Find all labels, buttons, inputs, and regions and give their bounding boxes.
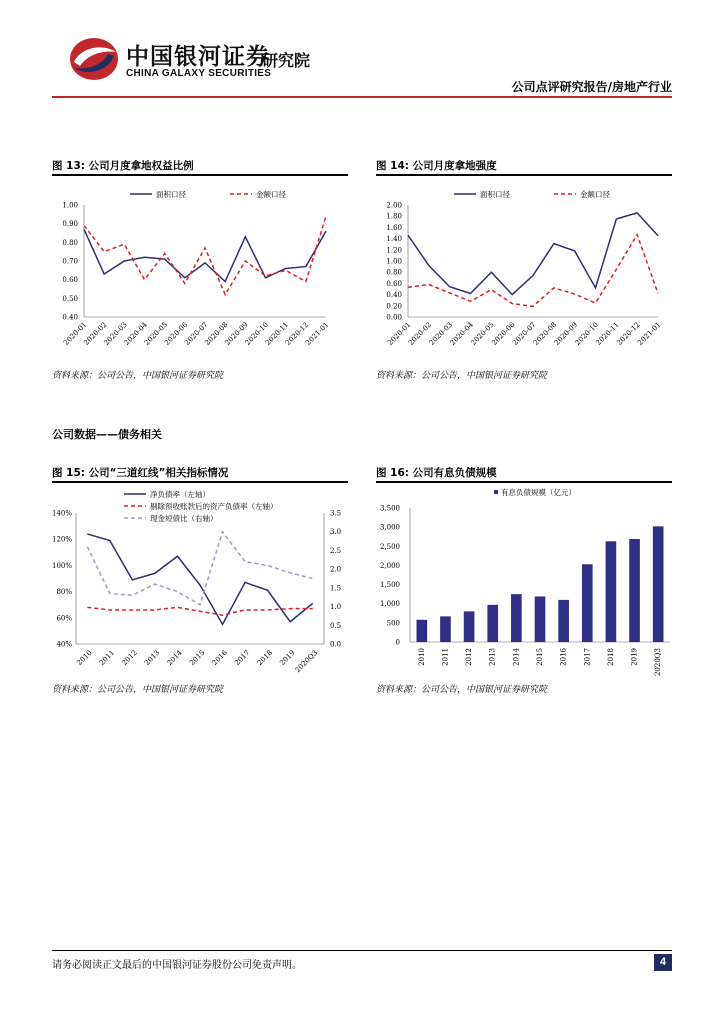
- report-category: 公司点评研究报告/房地产行业: [511, 80, 672, 94]
- figure-16-chart: [376, 484, 672, 678]
- x-tick-label: 2020Q3: [293, 648, 320, 675]
- y-tick-label: 0.60: [62, 276, 78, 285]
- y-tick-label: 2.00: [386, 201, 402, 210]
- x-tick-label: 2012: [120, 648, 139, 668]
- y-tick-label: 0.80: [62, 238, 78, 247]
- y-tick-label: 3,000: [379, 523, 400, 532]
- x-tick-label: 2020-09: [552, 320, 580, 347]
- legend-series-0: 面积口径: [480, 190, 510, 199]
- section-title: 公司数据——债务相关: [52, 428, 162, 441]
- y-tick-label: 3,500: [379, 504, 400, 513]
- x-tick-label: 2020Q3: [654, 648, 663, 677]
- y-tick-label: 0.70: [62, 257, 78, 266]
- bar: [629, 539, 640, 642]
- y-tick-label: 1,500: [379, 581, 400, 590]
- bar: [417, 620, 428, 642]
- galaxy-logo-icon: [68, 36, 120, 82]
- x-tick-label: 2014: [165, 648, 184, 668]
- x-tick-label: 2016: [559, 648, 568, 666]
- y-tick-label: 1.00: [386, 257, 402, 266]
- right-tick-label: 2.5: [330, 546, 342, 555]
- y-tick-label: 1.40: [386, 235, 402, 244]
- x-tick-label: 2020-04: [122, 320, 149, 347]
- bar: [440, 616, 451, 642]
- legend-series-1: 金额口径: [580, 190, 610, 199]
- legend-series-2: 现金短债比（右轴）: [150, 514, 218, 523]
- x-tick-label: 2020-01: [386, 320, 413, 347]
- x-tick-label: 2020-06: [490, 320, 517, 347]
- bar: [653, 526, 664, 642]
- y-tick-label: 1.60: [386, 223, 402, 232]
- x-tick-label: 2015: [188, 648, 207, 668]
- figure-16-title: 图 16: 公司有息负债规模: [376, 467, 497, 479]
- logo-institute: 研究院: [262, 51, 311, 70]
- y-tick-label: 0.00: [386, 313, 402, 322]
- x-tick-label: 2020-07: [183, 320, 210, 347]
- legend-series-1: 金额口径: [256, 190, 286, 199]
- figure-14-title: 图 14: 公司月度拿地强度: [376, 160, 497, 172]
- x-tick-label: 2016: [210, 648, 229, 668]
- x-tick-label: 2019: [630, 648, 639, 666]
- company-logo: [68, 36, 120, 82]
- y-tick-label: 2,500: [379, 542, 400, 551]
- bar: [487, 605, 498, 642]
- x-tick-label: 2020-10: [573, 320, 600, 347]
- right-tick-label: 1.0: [330, 603, 342, 612]
- figure-15-title: 图 15: 公司“三道红线”相关指标情况: [52, 467, 229, 479]
- x-tick-label: 2013: [143, 648, 162, 668]
- figure-15-source: 资料来源：公司公告，中国银河证券研究院: [52, 685, 224, 695]
- x-tick-label: 2020-12: [615, 320, 642, 347]
- x-tick-label: 2020-02: [407, 320, 434, 347]
- right-tick-label: 3.5: [330, 509, 342, 518]
- x-tick-label: 2020-05: [469, 320, 496, 347]
- figure-16-rule: [376, 481, 672, 483]
- series-line-2: [87, 532, 312, 605]
- x-tick-label: 2021-01: [636, 320, 663, 347]
- x-tick-label: 2010: [417, 648, 426, 666]
- header-rule: [52, 96, 672, 98]
- x-tick-label: 2020-08: [203, 320, 230, 347]
- y-tick-label: 0.90: [62, 220, 78, 229]
- series-line-1: [84, 216, 326, 294]
- left-tick-label: 60%: [56, 614, 72, 623]
- y-tick-label: 0.20: [386, 302, 402, 311]
- x-tick-label: 2020-03: [102, 320, 129, 347]
- x-tick-label: 2014: [512, 648, 521, 666]
- bar: [511, 594, 522, 642]
- y-tick-label: 2,000: [379, 561, 400, 570]
- x-tick-label: 2018: [606, 648, 615, 666]
- logo-chinese-name: 中国银河证券: [126, 44, 270, 70]
- figure-16-source: 资料来源：公司公告，中国银河证券研究院: [376, 685, 548, 695]
- y-tick-label: 0: [395, 638, 400, 647]
- y-tick-label: 0.80: [386, 268, 402, 277]
- left-tick-label: 80%: [56, 588, 72, 597]
- page-number: 4: [654, 954, 672, 971]
- x-tick-label: 2013: [488, 648, 497, 666]
- footer-rule: [52, 950, 672, 951]
- x-tick-label: 2018: [255, 648, 275, 668]
- figure-14-chart: [376, 180, 672, 362]
- x-tick-label: 2020-11: [594, 320, 621, 347]
- x-tick-label: 2020-11: [263, 320, 291, 347]
- series-line-0: [408, 213, 658, 295]
- x-tick-label: 2020-05: [142, 320, 170, 347]
- figure-13-rule: [52, 174, 348, 176]
- x-tick-label: 2011: [441, 648, 450, 666]
- left-tick-label: 100%: [52, 561, 72, 570]
- right-tick-label: 1.5: [330, 584, 342, 593]
- y-tick-label: 1,000: [379, 600, 400, 609]
- x-tick-label: 2012: [465, 648, 474, 666]
- footer-disclaimer: 请务必阅读正文最后的中国银河证券股份公司免责声明。: [52, 960, 302, 971]
- x-tick-label: 2015: [536, 648, 544, 666]
- x-tick-label: 2020-12: [284, 320, 311, 347]
- x-tick-label: 2020-03: [427, 320, 455, 347]
- figure-14-source: 资料来源：公司公告，中国银河证券研究院: [376, 371, 548, 381]
- figure-13-source: 资料来源：公司公告，中国银河证券研究院: [52, 371, 224, 381]
- legend-swatch: [494, 490, 498, 494]
- x-tick-label: 2020-07: [511, 320, 538, 347]
- bar: [606, 541, 617, 642]
- x-tick-label: 2020-09: [223, 320, 250, 347]
- right-tick-label: 3.0: [330, 528, 342, 537]
- x-tick-label: 2020-08: [532, 320, 559, 347]
- y-tick-label: 0.40: [386, 291, 402, 300]
- x-tick-label: 2021-01: [304, 320, 331, 347]
- y-tick-label: 0.60: [386, 279, 402, 288]
- x-tick-label: 2020-02: [82, 320, 109, 347]
- x-tick-label: 2010: [75, 648, 94, 668]
- x-tick-label: 2020-01: [62, 320, 89, 347]
- y-tick-label: 1.00: [62, 201, 78, 210]
- x-tick-label: 2020-04: [448, 320, 475, 347]
- figure-15-chart: [52, 484, 348, 678]
- left-tick-label: 140%: [52, 509, 72, 518]
- legend-series-0: 净负债率（左轴）: [150, 490, 210, 499]
- x-tick-label: 2017: [583, 648, 592, 666]
- y-tick-label: 0.50: [62, 294, 78, 303]
- right-tick-label: 0.0: [330, 640, 342, 649]
- bar: [558, 600, 569, 642]
- figure-14-rule: [376, 174, 672, 176]
- y-tick-label: 1.20: [386, 246, 402, 255]
- figure-15-rule: [52, 481, 348, 483]
- x-tick-label: 2019: [278, 648, 297, 668]
- bar: [464, 611, 475, 642]
- right-tick-label: 2.0: [330, 565, 342, 574]
- y-tick-label: 0.40: [62, 313, 78, 322]
- figure-13-title: 图 13: 公司月度拿地权益比例: [52, 160, 194, 172]
- legend-series-0: 有息负债规模（亿元）: [501, 488, 576, 497]
- x-tick-label: 2020-06: [163, 320, 190, 347]
- series-line-0: [84, 229, 326, 281]
- legend-series-1: 剔除预收账款后的资产负债率（左轴）: [150, 502, 278, 511]
- left-tick-label: 40%: [56, 640, 72, 649]
- bar: [535, 596, 546, 642]
- bar: [582, 564, 593, 642]
- left-tick-label: 120%: [52, 535, 72, 544]
- series-line-1: [408, 235, 658, 307]
- logo-english-name: CHINA GALAXY SECURITIES: [126, 68, 272, 79]
- legend-series-0: 面积口径: [156, 190, 186, 199]
- x-tick-label: 2020-10: [243, 320, 270, 347]
- x-tick-label: 2011: [97, 648, 117, 668]
- x-tick-label: 2017: [233, 648, 252, 668]
- y-tick-label: 500: [386, 619, 400, 628]
- series-line-1: [87, 607, 312, 615]
- y-tick-label: 1.80: [386, 212, 402, 221]
- figure-13-chart: [52, 180, 348, 362]
- right-tick-label: 0.5: [330, 621, 342, 630]
